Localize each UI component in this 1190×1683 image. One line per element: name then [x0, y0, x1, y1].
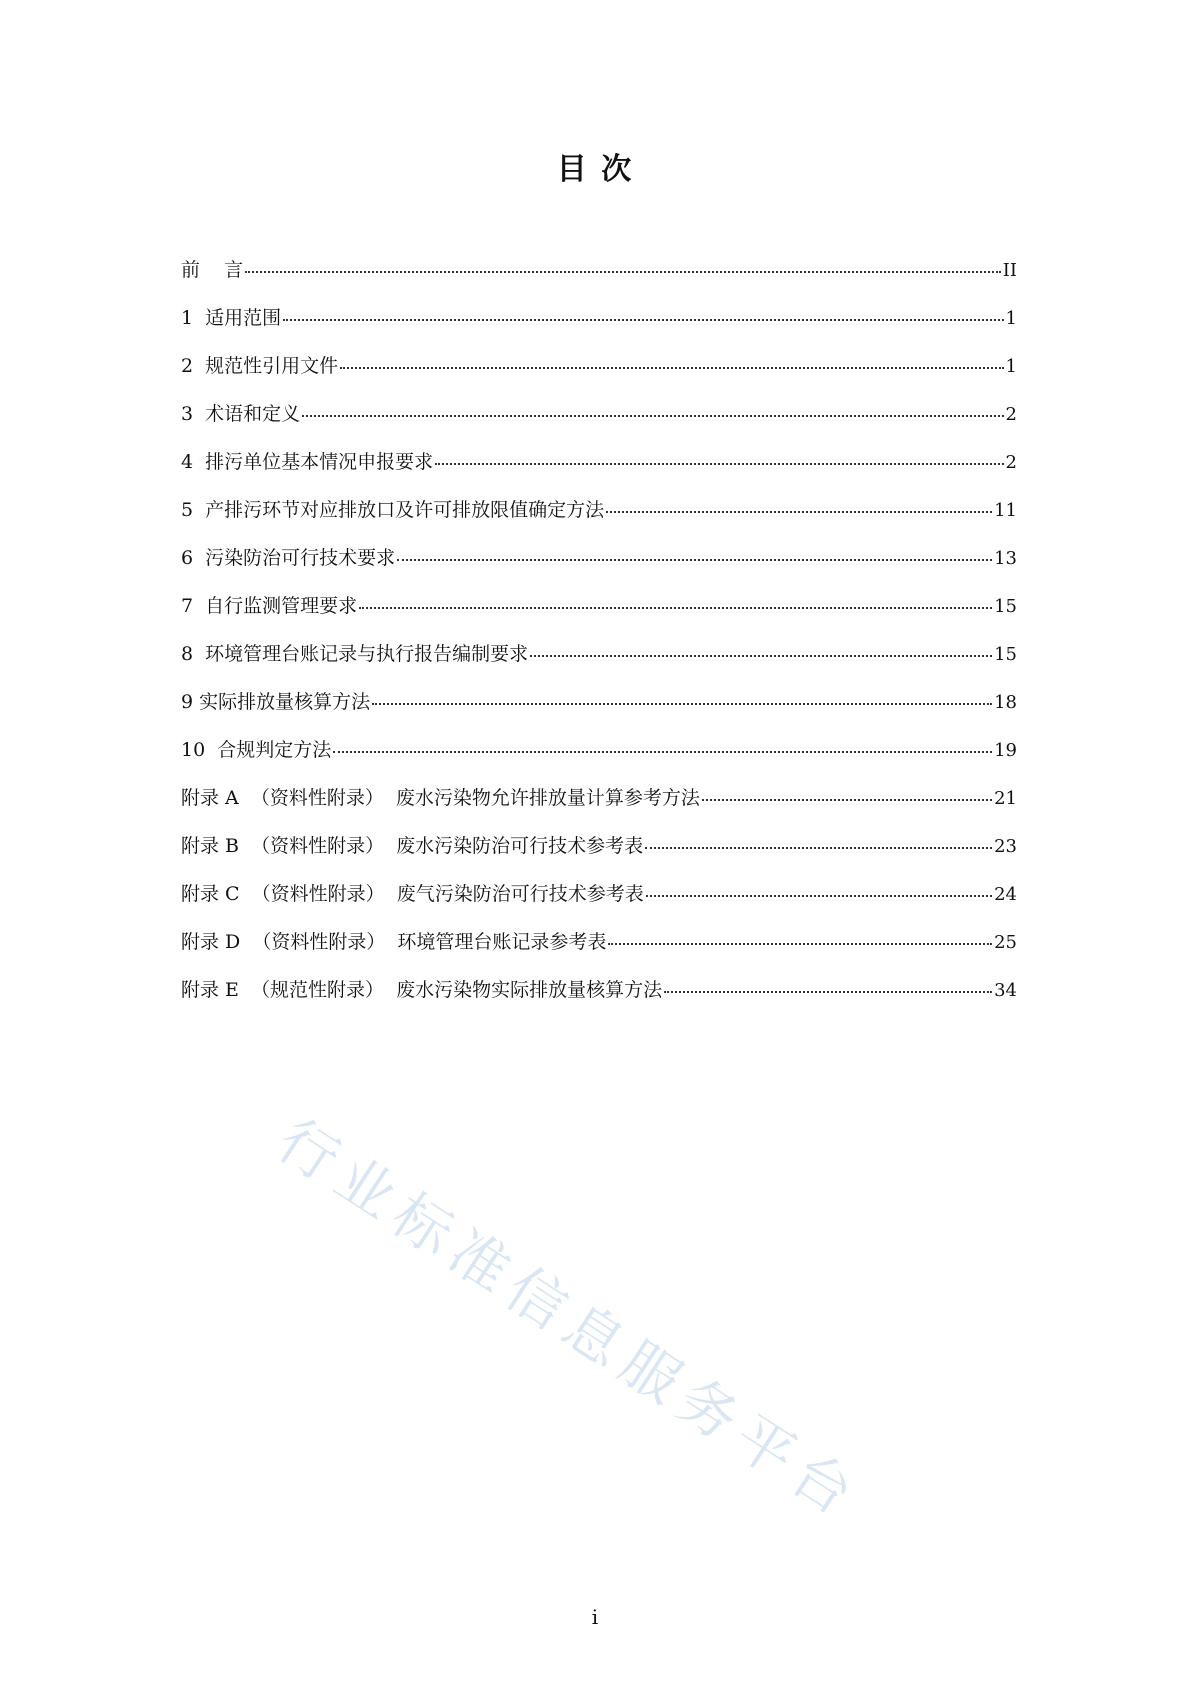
- toc-entry-title: 附录 B （资料性附录） 废水污染防治可行技术参考表: [181, 835, 644, 857]
- toc-page-number: 23: [994, 836, 1017, 857]
- toc-entry-title: 6 污染防治可行技术要求: [181, 547, 396, 569]
- toc-leader-dots: [397, 558, 992, 561]
- toc-leader-dots: [664, 990, 992, 993]
- page-number: i: [591, 1605, 599, 1629]
- toc-entry-title: 附录 E （规范性附录） 废水污染物实际排放量核算方法: [181, 979, 663, 1001]
- toc-leader-dots: [608, 942, 992, 945]
- toc-page-number: 2: [1005, 404, 1017, 425]
- toc-page-number: 24: [994, 884, 1017, 905]
- toc-page-number: 15: [994, 644, 1017, 665]
- toc-leader-dots: [359, 606, 992, 609]
- toc-leader-dots: [283, 318, 1003, 321]
- toc-leader-dots: [702, 798, 992, 801]
- toc-entry-title: 附录 A （资料性附录） 废水污染物允许排放量计算参考方法: [181, 787, 700, 809]
- toc-entry-title: 附录 D （资料性附录） 环境管理台账记录参考表: [181, 931, 607, 953]
- toc-entry-2[interactable]: [181, 354, 1017, 402]
- toc-entry-appendix-b[interactable]: [181, 834, 1017, 882]
- toc-entry-3[interactable]: [181, 402, 1017, 450]
- toc-page-number: II: [1002, 260, 1017, 281]
- toc-entry-title: 8 环境管理台账记录与执行报告编制要求: [181, 643, 529, 665]
- page-title: 目 次: [556, 152, 634, 187]
- toc-entry-5[interactable]: [181, 498, 1017, 546]
- toc-leader-dots: [645, 846, 992, 849]
- toc-entry-title: 前 言: [181, 259, 244, 281]
- toc-entry-title: 5 产排污环节对应排放口及许可排放限值确定方法: [181, 499, 605, 521]
- toc-entry-4[interactable]: [181, 450, 1017, 498]
- table-of-contents: [181, 258, 1017, 1026]
- toc-entry-appendix-a[interactable]: [181, 786, 1017, 834]
- toc-page-number: 1: [1005, 356, 1017, 377]
- toc-entry-title: 10 合规判定方法: [181, 739, 332, 761]
- toc-entry-title: 9 实际排放量核算方法: [181, 691, 371, 713]
- toc-entry-title: 2 规范性引用文件: [181, 355, 339, 377]
- toc-entry-title: 7 自行监测管理要求: [181, 595, 358, 617]
- toc-page-number: 15: [994, 596, 1017, 617]
- toc-page-number: 11: [994, 500, 1017, 521]
- toc-page-number: 34: [994, 980, 1017, 1001]
- toc-entry-6[interactable]: [181, 546, 1017, 594]
- toc-leader-dots: [302, 414, 1003, 417]
- toc-entry-title: 1 适用范围: [181, 307, 282, 329]
- toc-page-number: 13: [994, 548, 1017, 569]
- toc-page-number: 18: [994, 692, 1017, 713]
- toc-leader-dots: [340, 366, 1003, 369]
- toc-entry-foreword[interactable]: [181, 258, 1017, 306]
- toc-page-number: 21: [994, 788, 1017, 809]
- toc-page-number: 25: [994, 932, 1017, 953]
- toc-leader-dots: [245, 270, 1001, 273]
- toc-leader-dots: [646, 894, 992, 897]
- toc-page-number: 19: [994, 740, 1017, 761]
- toc-entry-1[interactable]: [181, 306, 1017, 354]
- toc-page-number: 2: [1005, 452, 1017, 473]
- toc-entry-title: 4 排污单位基本情况申报要求: [181, 451, 434, 473]
- toc-leader-dots: [606, 510, 992, 513]
- toc-page-number: 1: [1005, 308, 1017, 329]
- toc-entry-appendix-d[interactable]: [181, 930, 1017, 978]
- toc-entry-appendix-e[interactable]: [181, 978, 1017, 1026]
- toc-entry-8[interactable]: [181, 642, 1017, 690]
- toc-entry-9[interactable]: [181, 690, 1017, 738]
- toc-entry-title: 附录 C （资料性附录） 废气污染防治可行技术参考表: [181, 883, 644, 905]
- toc-leader-dots: [530, 654, 992, 657]
- toc-entry-appendix-c[interactable]: [181, 882, 1017, 930]
- toc-leader-dots: [333, 750, 992, 753]
- toc-entry-7[interactable]: [181, 594, 1017, 642]
- toc-leader-dots: [435, 462, 1003, 465]
- watermark: 行业标准信息服务平台: [265, 1105, 874, 1534]
- toc-leader-dots: [372, 702, 992, 705]
- toc-entry-title: 3 术语和定义: [181, 403, 301, 425]
- toc-entry-10[interactable]: [181, 738, 1017, 786]
